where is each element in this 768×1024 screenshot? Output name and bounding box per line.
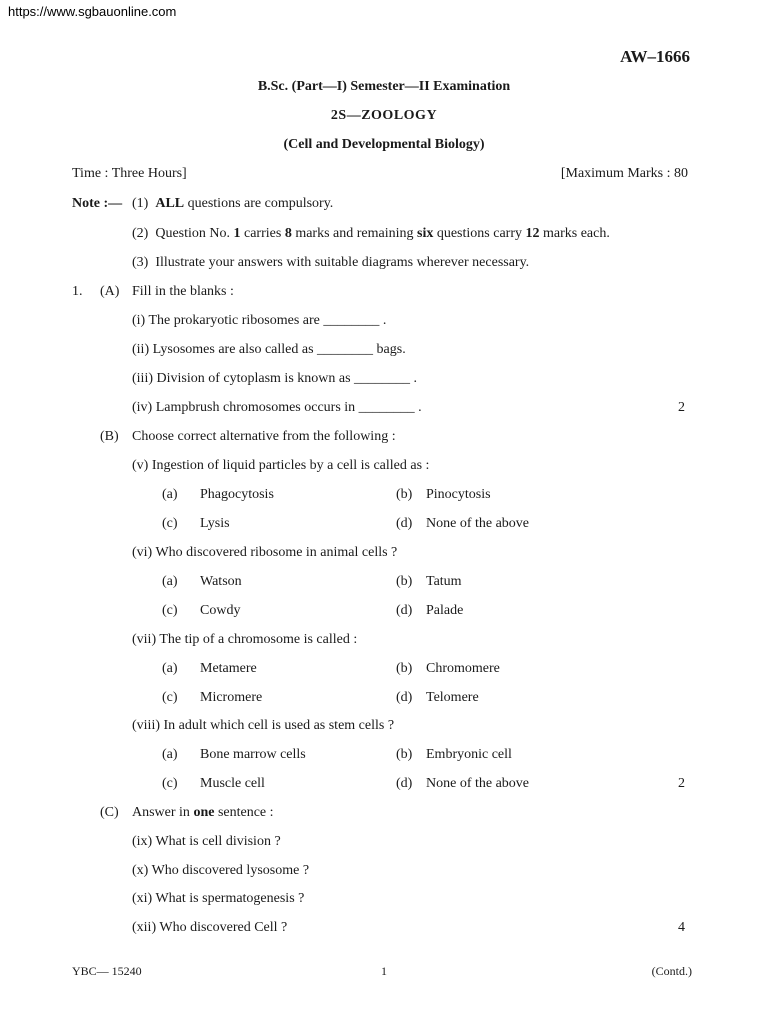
option-text: Tatum bbox=[426, 574, 462, 589]
option-text: Lysis bbox=[200, 516, 230, 531]
option-label: (b) bbox=[396, 487, 413, 502]
note-item-num: (2) bbox=[132, 226, 149, 241]
note-item-text: marks and remaining bbox=[295, 226, 414, 241]
section-c-title-pre: Answer in bbox=[132, 805, 190, 820]
marks-c: 4 bbox=[678, 920, 685, 935]
note-item-bold: 1 bbox=[233, 226, 241, 241]
note-item-text: questions carry bbox=[436, 226, 522, 241]
section-c-title-post: sentence : bbox=[217, 805, 274, 820]
source-url[interactable]: https://www.sgbauonline.com bbox=[8, 4, 177, 19]
short-question: (xii) Who discovered Cell ? bbox=[132, 920, 288, 935]
note-item-bold: 8 bbox=[284, 226, 292, 241]
note-item-num: (3) bbox=[132, 255, 149, 270]
short-question: (ix) What is cell division ? bbox=[132, 834, 281, 849]
option-label: (b) bbox=[396, 661, 413, 676]
marks-a: 2 bbox=[678, 400, 685, 415]
page-number: 1 bbox=[381, 964, 387, 978]
option-label: (c) bbox=[162, 690, 178, 705]
footer-code: YBC— 15240 bbox=[72, 964, 142, 978]
option-label: (a) bbox=[162, 487, 178, 502]
note-item-text: Illustrate your answers with suitable diagrams wherever necessary. bbox=[155, 255, 530, 270]
blank-item: (iii) Division of cytoplasm is known as ________ . bbox=[132, 371, 418, 386]
section-c-title bbox=[132, 805, 274, 821]
note-item-text: marks each. bbox=[543, 226, 610, 241]
option-label: (d) bbox=[396, 603, 413, 618]
option-label: (b) bbox=[396, 574, 413, 589]
section-a-title: Fill in the blanks : bbox=[132, 284, 234, 299]
option-label: (d) bbox=[396, 776, 413, 791]
blank-item: (i) The prokaryotic ribosomes are ________ . bbox=[132, 313, 387, 328]
section-b-label: (B) bbox=[100, 429, 119, 444]
option-text: Palade bbox=[426, 603, 464, 618]
note-item-bold: 12 bbox=[525, 226, 540, 241]
option-text: Muscle cell bbox=[200, 776, 265, 791]
paper-code: AW–1666 bbox=[620, 47, 690, 66]
option-label: (c) bbox=[162, 776, 178, 791]
option-text: Pinocytosis bbox=[426, 487, 491, 502]
blank-item: (ii) Lysosomes are also called as ________ bags. bbox=[132, 342, 406, 357]
mcq-question: (viii) In adult which cell is used as stem cells ? bbox=[132, 718, 395, 733]
time-label: Time : Three Hours] bbox=[72, 166, 187, 181]
option-label: (a) bbox=[162, 661, 178, 676]
note-label: Note :— bbox=[72, 196, 123, 211]
mcq-question: (v) Ingestion of liquid particles by a cell is called as : bbox=[132, 458, 430, 473]
note-item-2 bbox=[132, 226, 610, 242]
option-text: Embryonic cell bbox=[426, 747, 512, 762]
option-text: Watson bbox=[200, 574, 242, 589]
mcq-question: (vi) Who discovered ribosome in animal cells ? bbox=[132, 545, 398, 560]
paper-subtitle: (Cell and Developmental Biology) bbox=[283, 137, 485, 152]
note-item-text: carries bbox=[244, 226, 282, 241]
note-item-3 bbox=[132, 255, 529, 271]
section-c-title-bold: one bbox=[193, 805, 215, 820]
short-question: (xi) What is spermatogenesis ? bbox=[132, 891, 305, 906]
option-label: (d) bbox=[396, 690, 413, 705]
note-item-text: questions are compulsory. bbox=[187, 196, 334, 211]
option-text: Metamere bbox=[200, 661, 257, 676]
note-item-bold: six bbox=[417, 226, 434, 241]
section-b-title: Choose correct alternative from the following : bbox=[132, 429, 396, 444]
note-item-text: Question No. bbox=[155, 226, 230, 241]
option-label: (a) bbox=[162, 747, 178, 762]
continued-label: (Contd.) bbox=[651, 964, 692, 978]
option-label: (c) bbox=[162, 516, 178, 531]
short-question: (x) Who discovered lysosome ? bbox=[132, 863, 310, 878]
option-text: Bone marrow cells bbox=[200, 747, 306, 762]
section-c-label: (C) bbox=[100, 805, 119, 820]
max-marks-label: [Maximum Marks : 80 bbox=[560, 166, 688, 181]
marks-b: 2 bbox=[678, 776, 685, 791]
option-text: Telomere bbox=[426, 690, 479, 705]
note-item-1 bbox=[132, 196, 333, 212]
option-label: (a) bbox=[162, 574, 178, 589]
exam-title: B.Sc. (Part—I) Semester—II Examination bbox=[257, 79, 511, 94]
section-a-label: (A) bbox=[100, 284, 120, 299]
option-text: Chromomere bbox=[426, 661, 500, 676]
option-text: Phagocytosis bbox=[200, 487, 274, 502]
option-text: Cowdy bbox=[200, 603, 241, 618]
note-item-bold: ALL bbox=[155, 196, 185, 211]
option-label: (c) bbox=[162, 603, 178, 618]
blank-item: (iv) Lampbrush chromosomes occurs in ________ . bbox=[132, 400, 422, 415]
question-number: 1. bbox=[72, 284, 83, 299]
note-item-num: (1) bbox=[132, 196, 149, 211]
option-text: None of the above bbox=[426, 776, 530, 791]
option-text: None of the above bbox=[426, 516, 530, 531]
option-label: (b) bbox=[396, 747, 413, 762]
option-label: (d) bbox=[396, 516, 413, 531]
option-text: Micromere bbox=[200, 690, 263, 705]
subject-title: 2S—ZOOLOGY bbox=[330, 108, 438, 123]
mcq-question: (vii) The tip of a chromosome is called : bbox=[132, 632, 358, 647]
